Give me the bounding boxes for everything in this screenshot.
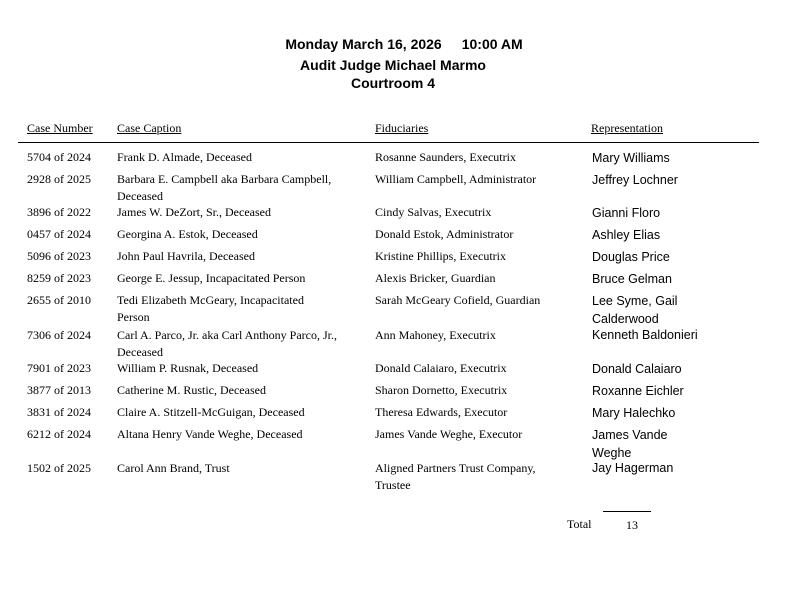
case-number: 7901 of 2023 — [27, 361, 91, 375]
representation: Roxanne Eichler — [592, 384, 684, 398]
case-number: 2928 of 2025 — [27, 172, 91, 186]
case-number: 3896 of 2022 — [27, 205, 91, 219]
column-header-fiduciaries: Fiduciaries — [375, 121, 429, 135]
case-number: 3831 of 2024 — [27, 405, 91, 419]
case-caption: James W. DeZort, Sr., Deceased — [117, 205, 271, 219]
case-caption: Barbara E. Campbell aka Barbara Campbell, Deceased — [117, 172, 332, 203]
case-caption: Claire A. Stitzell-McGuigan, Deceased — [117, 405, 305, 419]
column-header-representation: Representation — [591, 121, 663, 135]
fiduciary: Theresa Edwards, Executor — [375, 405, 508, 419]
total-value: 13 — [626, 518, 638, 532]
case-number: 5704 of 2024 — [27, 150, 91, 164]
case-number: 0457 of 2024 — [27, 227, 91, 241]
representation: Ashley Elias — [592, 228, 661, 242]
representation: Donald Calaiaro — [592, 362, 682, 376]
fiduciary: Kristine Phillips, Executrix — [375, 249, 506, 263]
fiduciary: Aligned Partners Trust Company, Trustee — [375, 461, 536, 492]
representation: Jeffrey Lochner — [592, 173, 678, 187]
case-number: 5096 of 2023 — [27, 249, 91, 263]
judge-name: Audit Judge Michael Marmo — [300, 57, 486, 73]
fiduciary: William Campbell, Administrator — [375, 172, 537, 186]
column-header-case-number: Case Number — [27, 121, 93, 135]
case-caption: Carl A. Parco, Jr. aka Carl Anthony Parco, Jr., Deceased — [117, 328, 337, 359]
case-number: 8259 of 2023 — [27, 271, 91, 285]
representation: Kenneth Baldonieri — [592, 328, 698, 342]
case-caption: John Paul Havrila, Deceased — [117, 249, 255, 263]
fiduciary: James Vande Weghe, Executor — [375, 427, 523, 441]
case-number: 3877 of 2013 — [27, 383, 91, 397]
case-caption: Altana Henry Vande Weghe, Deceased — [117, 427, 303, 441]
fiduciary: Alexis Bricker, Guardian — [375, 271, 496, 285]
case-number: 7306 of 2024 — [27, 328, 91, 342]
hearing-date: Monday March 16, 2026 — [285, 36, 442, 52]
representation: Mary Williams — [592, 151, 670, 165]
case-caption: Catherine M. Rustic, Deceased — [117, 383, 266, 397]
fiduciary: Donald Estok, Administrator — [375, 227, 514, 241]
case-caption: Georgina A. Estok, Deceased — [117, 227, 258, 241]
case-caption: Carol Ann Brand, Trust — [117, 461, 230, 475]
representation: James Vande Weghe — [592, 428, 668, 460]
case-number: 2655 of 2010 — [27, 293, 91, 307]
header-divider — [18, 142, 759, 143]
total-label: Total — [567, 517, 592, 531]
fiduciary: Rosanne Saunders, Executrix — [375, 150, 516, 164]
fiduciary: Sarah McGeary Cofield, Guardian — [375, 293, 541, 307]
case-number: 1502 of 2025 — [27, 461, 91, 475]
representation: Mary Halechko — [592, 406, 676, 420]
representation: Lee Syme, Gail Calderwood — [592, 294, 678, 326]
column-header-case-caption: Case Caption — [117, 121, 182, 135]
case-number: 6212 of 2024 — [27, 427, 91, 441]
representation: Jay Hagerman — [592, 461, 674, 475]
fiduciary: Ann Mahoney, Executrix — [375, 328, 496, 342]
case-caption: William P. Rusnak, Deceased — [117, 361, 259, 375]
fiduciary: Sharon Dornetto, Executrix — [375, 383, 508, 397]
case-caption: Tedi Elizabeth McGeary, Incapacitated Person — [117, 293, 304, 324]
hearing-date-time — [0, 34, 792, 54]
representation: Douglas Price — [592, 250, 670, 264]
hearing-time: 10:00 AM — [461, 36, 523, 52]
case-caption: Frank D. Almade, Deceased — [117, 150, 252, 164]
fiduciary: Cindy Salvas, Executrix — [375, 205, 492, 219]
total-divider — [603, 511, 651, 512]
courtroom: Courtroom 4 — [351, 75, 435, 91]
representation: Gianni Floro — [592, 206, 661, 220]
representation: Bruce Gelman — [592, 272, 672, 286]
fiduciary: Donald Calaiaro, Executrix — [375, 361, 507, 375]
case-caption: George E. Jessup, Incapacitated Person — [117, 271, 306, 285]
